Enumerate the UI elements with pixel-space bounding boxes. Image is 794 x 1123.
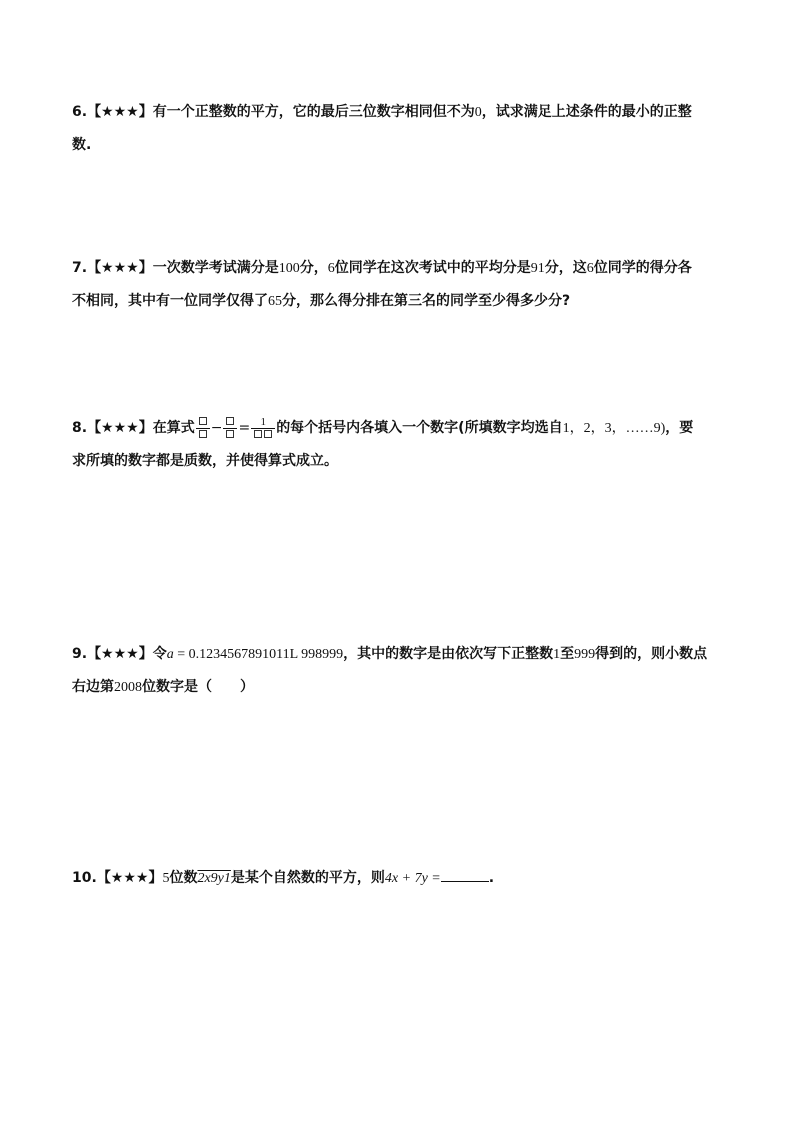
variable-a: a (166, 647, 174, 662)
question-text: 的每个括号内各填入一个数字(所填数字均选自 (276, 420, 563, 436)
blank-box (226, 417, 234, 425)
fraction-one-over-blank (251, 416, 275, 441)
decimal-expression: = 0.1234567891011L 998999 (173, 647, 344, 662)
question-text: 得到的，则小数点 (595, 646, 708, 662)
number: 6 (586, 261, 594, 276)
question-10 (72, 862, 724, 895)
question-8 (72, 412, 724, 477)
difficulty-stars: 【★★★】 (87, 104, 153, 120)
numerator: 1 (251, 416, 275, 429)
question-text: 位同学的得分各 (593, 260, 692, 276)
question-number: 6. (72, 104, 88, 120)
question-text: 求所填的数字都是质数，并使得算式成立。 (72, 453, 338, 469)
question-text: 令 (152, 646, 167, 662)
question-text: 至 (560, 646, 575, 662)
question-text: 分，那么得分排在第三名的同学至少得多少分? (282, 293, 571, 309)
question-text: ，试求满足上述条件的最小的正整 (481, 104, 692, 120)
number: 999 (574, 647, 596, 662)
blank-box (199, 417, 207, 425)
difficulty-stars: 【★★★】 (96, 870, 163, 886)
question-text: 是某个自然数的平方，则 (230, 870, 385, 886)
number: 1 (553, 647, 561, 662)
number: 0 (474, 105, 482, 120)
minus-sign: − (210, 420, 223, 436)
fraction-blank (196, 416, 210, 441)
answer-blank (441, 867, 489, 882)
period: . (488, 870, 495, 886)
question-text: 数. (72, 137, 92, 153)
number: 65 (268, 294, 282, 309)
expression: 4x + 7y = (384, 871, 441, 886)
number: 2008 (114, 680, 142, 695)
question-text: 分，这 (544, 260, 587, 276)
overlined-number: 2x9y1 (197, 871, 231, 886)
fraction-blank (223, 416, 237, 441)
difficulty-stars: 【★★★】 (87, 420, 153, 436)
question-text: ，要 (665, 420, 694, 436)
question-text: 位同学在这次考试中的平均分是 (334, 260, 531, 276)
question-number: 9. (72, 646, 88, 662)
question-text: 位数字是（ ） (142, 679, 254, 695)
difficulty-stars: 【★★★】 (87, 260, 153, 276)
question-text: 在算式 (152, 420, 195, 436)
question-text: 分， (299, 260, 328, 276)
number: 100 (278, 261, 300, 276)
question-7 (72, 252, 724, 318)
question-text: 不相同，其中有一位同学仅得了 (72, 293, 268, 309)
difficulty-stars: 【★★★】 (87, 646, 153, 662)
number: 5 (162, 871, 170, 886)
digit-range: 1，2，3，……9) (562, 421, 666, 436)
question-number: 8. (72, 420, 88, 436)
blank-box (264, 430, 272, 438)
question-text: ，其中的数字是由依次写下正整数 (343, 646, 554, 662)
question-text: 一次数学考试满分是 (152, 260, 279, 276)
blank-box (226, 430, 234, 438)
question-9 (72, 638, 724, 704)
blank-box (254, 430, 262, 438)
question-text: 右边第 (72, 679, 114, 695)
question-number: 7. (72, 260, 88, 276)
number: 6 (327, 261, 335, 276)
equals-sign: = (238, 420, 251, 436)
question-text: 位数 (169, 870, 198, 886)
question-number: 10. (72, 870, 97, 886)
question-6 (72, 96, 724, 161)
number: 91 (530, 261, 545, 276)
question-text: 有一个正整数的平方，它的最后三位数字相同但不为 (152, 104, 475, 120)
blank-box (199, 430, 207, 438)
